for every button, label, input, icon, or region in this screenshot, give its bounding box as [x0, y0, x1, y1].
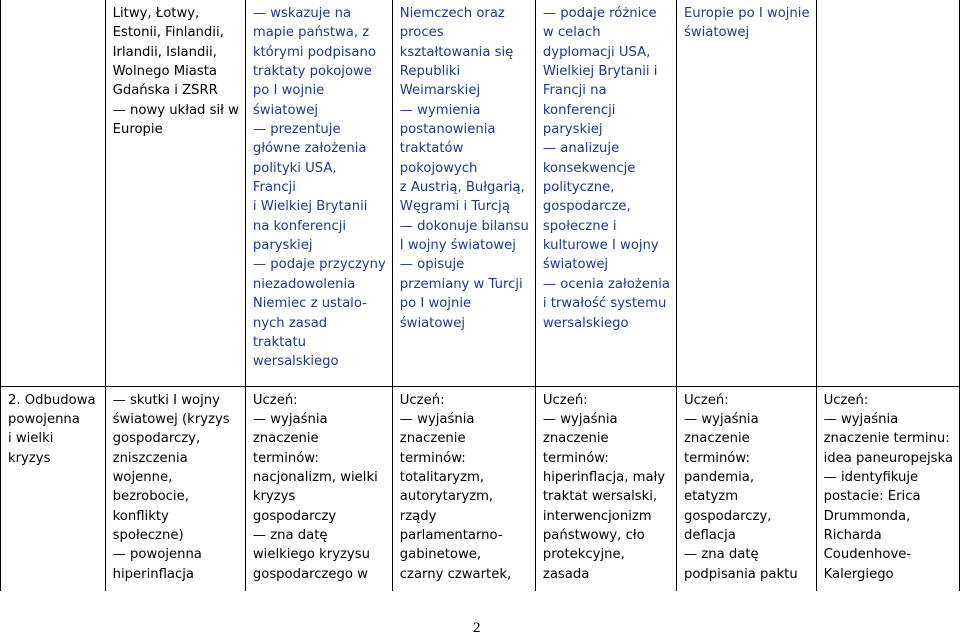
cell-line: gospodarczy — [252, 508, 337, 524]
cell-line: — dokonuje bilansu — [399, 218, 529, 234]
cell-line: dyplomacji USA, — [542, 44, 651, 60]
cell-line: — wyjaśnia — [542, 411, 618, 427]
cell-line: Wolnego Miasta — [112, 64, 217, 80]
cell-line: konflikty — [112, 508, 169, 524]
cell-line: nacjonalizm, wielki — [252, 469, 378, 485]
cell-line: zniszczenia — [112, 450, 188, 466]
cell-line: wersalskiego — [542, 315, 629, 331]
cell-line: gospodarczego w — [252, 566, 368, 582]
cell-line: powojenna — [8, 411, 80, 427]
cell-line: paryskiej — [542, 122, 603, 138]
table-cell — [245, 386, 392, 591]
cell-line: główne założenia — [252, 141, 367, 157]
cell-line: proces — [399, 25, 444, 41]
cell-line: wojenne, — [112, 469, 173, 485]
cell-line: Richarda — [823, 527, 882, 543]
table-cell — [105, 0, 245, 386]
cell-line: na konferencji — [252, 218, 347, 234]
cell-line: terminów: — [252, 450, 319, 466]
cell-line: postacie: Erica — [823, 489, 921, 505]
cell-line: społeczne i — [542, 218, 617, 234]
cell-line: — podaje przyczyny — [252, 257, 386, 273]
table-cell — [392, 386, 535, 591]
cell-line: gospodarcze, — [542, 199, 631, 215]
table-cell — [1, 386, 106, 591]
cell-line: traktaty pokojowe — [252, 64, 372, 80]
cell-line: gospodarczy, — [112, 431, 201, 447]
cell-line: wersalskiego — [252, 354, 339, 370]
cell-line: znaczenie — [399, 431, 466, 447]
cell-line: przemiany w Turcji — [399, 276, 523, 292]
cell-line: polityki USA, — [252, 160, 337, 176]
cell-line: deflacja — [683, 527, 736, 543]
cell-line: — zna datę — [683, 547, 759, 563]
cell-line: Republiki — [399, 64, 461, 80]
cell-line: I wojny światowej — [399, 238, 516, 254]
cell-line: niezadowolenia — [252, 276, 356, 292]
cell-line: Gdańska i ZSRR — [112, 83, 218, 99]
cell-line: etatyzm — [683, 489, 739, 505]
cell-line: konsekwencje — [542, 160, 636, 176]
cell-line: Francji na — [542, 83, 607, 99]
cell-line: — opisuje — [399, 257, 465, 273]
table-cell — [816, 386, 959, 591]
cell-line: światowej (kryzys — [112, 411, 230, 427]
table-cell — [1, 0, 106, 386]
table-cell — [535, 386, 676, 591]
cell-line: protekcyjne, — [542, 547, 625, 563]
cell-line: którymi podpisano — [252, 44, 376, 60]
cell-line: gabinetowe, — [399, 547, 482, 563]
cell-line: i wielki — [8, 431, 54, 447]
cell-line: Weimarskiej — [399, 83, 481, 99]
cell-line: Europie — [112, 122, 163, 138]
cell-line: parlamentarno- — [399, 527, 503, 543]
table-row — [1, 386, 960, 591]
cell-line: w celach — [542, 25, 601, 41]
cell-line: i Wielkiej Brytanii — [252, 199, 368, 215]
cell-line: totalitaryzm, — [399, 469, 485, 485]
cell-line: podpisania paktu — [683, 566, 798, 582]
table-row — [1, 0, 960, 386]
cell-line: — wyjaśnia — [683, 411, 759, 427]
cell-line: polityczne, — [542, 180, 615, 196]
cell-line: interwencjonizm — [542, 508, 652, 524]
cell-line: paryskiej — [252, 238, 313, 254]
cell-line: terminów: — [542, 450, 609, 466]
cell-line: znaczenie terminu: — [823, 431, 950, 447]
cell-line: po I wojnie — [399, 296, 472, 312]
cell-line: znaczenie — [542, 431, 609, 447]
cell-line: wielkiego kryzysu — [252, 547, 370, 563]
cell-line: państwowy, cło — [542, 527, 645, 543]
cell-line: traktat wersalski, — [542, 489, 658, 505]
cell-line: i trwałość systemu — [542, 296, 667, 312]
cell-line: — prezentuje — [252, 122, 341, 138]
cell-line: kształtowania się — [399, 44, 514, 60]
cell-line: — ocenia założenia — [542, 276, 670, 292]
cell-line: konferencji — [542, 102, 616, 118]
cell-line: kryzys — [252, 489, 296, 505]
cell-line: — wyjaśnia — [252, 411, 328, 427]
cell-line: Uczeń: — [399, 392, 445, 408]
cell-line: — zna datę — [252, 527, 328, 543]
cell-line: — powojenna — [112, 547, 202, 563]
cell-line: Francji — [252, 180, 296, 196]
cell-line: — skutki I wojny — [112, 392, 220, 408]
cell-line: pandemia, — [683, 469, 755, 485]
cell-line: Niemczech oraz — [399, 6, 505, 21]
cell-line: czarny czwartek, — [399, 566, 512, 582]
cell-line: 2. Odbudowa — [8, 392, 96, 408]
cell-line: hiperinflacja, mały — [542, 469, 666, 485]
cell-line: Uczeń: — [542, 392, 588, 408]
table-cell — [676, 0, 816, 386]
cell-line: traktatów — [399, 141, 464, 157]
cell-line: Estonii, Finlandii, — [112, 25, 224, 41]
table-cell — [105, 386, 245, 591]
cell-line: znaczenie — [252, 431, 319, 447]
cell-line: — wskazuje na — [252, 6, 352, 21]
cell-line: — wymienia — [399, 102, 481, 118]
cell-line: światowej — [252, 102, 319, 118]
cell-line: postanowienia — [399, 122, 496, 138]
cell-line: traktatu — [252, 334, 306, 350]
cell-line: terminów: — [683, 450, 750, 466]
cell-line: autorytaryzm, — [399, 489, 494, 505]
cell-line: terminów: — [399, 450, 466, 466]
cell-line: Niemiec z ustalo- — [252, 296, 367, 312]
cell-line: — wyjaśnia — [823, 411, 899, 427]
cell-line: Coudenhove- — [823, 547, 912, 563]
table-cell — [535, 0, 676, 386]
table-cell — [816, 0, 959, 386]
cell-line: gospodarczy, — [683, 508, 772, 524]
cell-line: z Austrią, Bułgarią, — [399, 180, 525, 196]
cell-line: Irlandii, Islandii, — [112, 44, 217, 60]
cell-line: — identyfikuje — [823, 469, 919, 485]
cell-line: Litwy, Łotwy, — [112, 6, 200, 21]
cell-line: znaczenie — [683, 431, 750, 447]
cell-line: światowej — [542, 257, 609, 273]
cell-line: bezrobocie, — [112, 489, 189, 505]
cell-line: rządy — [399, 508, 437, 524]
table-cell — [392, 0, 535, 386]
cell-line: po I wojnie — [252, 83, 325, 99]
table-cell — [245, 0, 392, 386]
cell-line: nych zasad — [252, 315, 328, 331]
cell-line: Uczeń: — [683, 392, 729, 408]
cell-line: — wyjaśnia — [399, 411, 475, 427]
cell-line: społeczne) — [112, 527, 184, 543]
page-number: 2 — [473, 620, 481, 636]
cell-line: Europie po I wojnie — [683, 6, 810, 21]
cell-line: Drummonda, — [823, 508, 911, 524]
cell-line: — podaje różnice — [542, 6, 657, 21]
cell-line: hiperinflacja — [112, 566, 194, 582]
cell-line: światowej — [399, 315, 465, 331]
cell-line: Wielkiej Brytanii i — [542, 64, 658, 80]
cell-line: mapie państwa, z — [252, 25, 370, 41]
table-cell — [676, 386, 816, 591]
cell-line: światowej — [683, 25, 750, 41]
cell-line: — analizuje — [542, 141, 620, 157]
cell-line: idea paneuropejska — [823, 450, 953, 466]
cell-line: Uczeń: — [823, 392, 869, 408]
cell-line: — nowy układ sił w — [112, 102, 239, 118]
cell-line: pokojowych — [399, 160, 478, 176]
cell-line: kulturowe I wojny — [542, 238, 659, 254]
cell-line: Uczeń: — [252, 392, 298, 408]
cell-line: Węgrami i Turcją — [399, 199, 510, 215]
cell-line: Kalergiego — [823, 566, 894, 582]
cell-line: kryzys — [8, 450, 51, 466]
cell-line: zasada — [542, 566, 590, 582]
